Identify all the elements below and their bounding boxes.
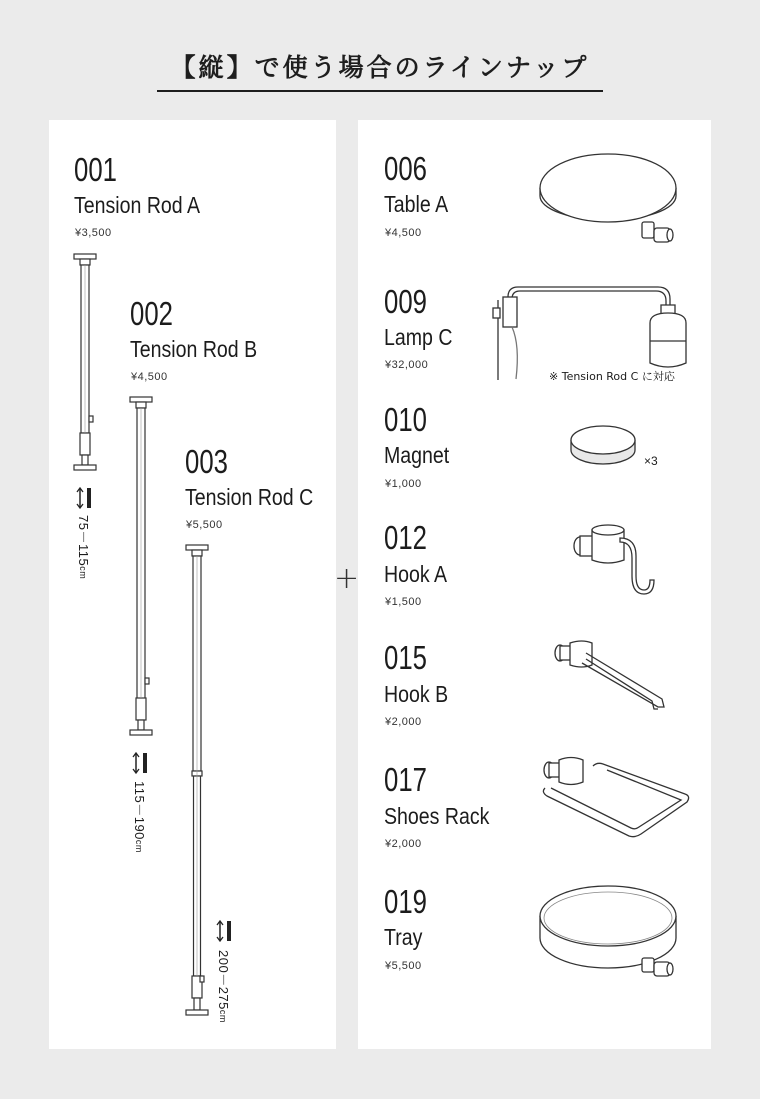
round-table-icon	[538, 150, 683, 250]
rod-c-price: ¥5,500	[186, 519, 223, 531]
lamp-c-number: 009	[384, 283, 427, 320]
rod-c-range: 200－275cm	[216, 950, 231, 1023]
magnet-price: ¥1,000	[385, 478, 422, 490]
tension-rod-a-icon	[70, 250, 100, 475]
rod-b-price: ¥4,500	[131, 371, 168, 383]
plus-sign: +	[334, 561, 360, 596]
hook-icon	[570, 522, 660, 597]
hook-b-number: 015	[384, 639, 427, 676]
rod-a-price: ¥3,500	[75, 227, 112, 239]
magnet-number: 010	[384, 401, 427, 438]
hook-b-price: ¥2,000	[385, 716, 422, 728]
rod-a-number: 001	[74, 151, 117, 188]
lamp-c-price: ¥32,000	[385, 359, 429, 371]
lamp-icon	[490, 275, 690, 383]
height-range-icon	[131, 752, 151, 774]
magnet-quantity: ×3	[644, 454, 658, 468]
tension-rod-c-icon	[182, 541, 212, 1023]
shoes-rack-price: ¥2,000	[385, 838, 422, 850]
tray-name: Tray	[384, 924, 423, 950]
table-a-price: ¥4,500	[385, 227, 422, 239]
title-underline	[157, 90, 603, 92]
height-range-icon	[75, 487, 95, 509]
lamp-c-name: Lamp C	[384, 324, 453, 350]
table-a-number: 006	[384, 150, 427, 187]
hook-b-name: Hook B	[384, 681, 449, 707]
shoes-rack-icon	[537, 752, 697, 842]
towel-bar-icon	[552, 637, 672, 715]
tray-icon	[538, 882, 686, 986]
hook-a-number: 012	[384, 519, 427, 556]
rod-c-name: Tension Rod C	[185, 484, 314, 510]
hook-a-price: ¥1,500	[385, 596, 422, 608]
hook-a-name: Hook A	[384, 561, 448, 587]
shoes-rack-number: 017	[384, 761, 427, 798]
rod-b-range: 115－190cm	[132, 781, 147, 853]
shoes-rack-name: Shoes Rack	[384, 803, 490, 829]
tray-price: ¥5,500	[385, 960, 422, 972]
table-a-name: Table A	[384, 191, 449, 217]
rod-c-number: 003	[185, 443, 228, 480]
magnet-icon	[568, 420, 640, 472]
tray-number: 019	[384, 883, 427, 920]
tension-rod-b-icon	[126, 393, 156, 743]
lamp-compatibility-note: ※ Tension Rod C に対応	[549, 370, 675, 383]
rod-a-range: 75－115cm	[76, 515, 91, 580]
rod-a-name: Tension Rod A	[74, 192, 201, 218]
page-title: 【縦】で使う場合のラインナップ	[170, 53, 590, 82]
height-range-icon	[215, 920, 235, 942]
rod-b-number: 002	[130, 295, 173, 332]
rod-b-name: Tension Rod B	[130, 336, 258, 362]
magnet-name: Magnet	[384, 442, 450, 468]
